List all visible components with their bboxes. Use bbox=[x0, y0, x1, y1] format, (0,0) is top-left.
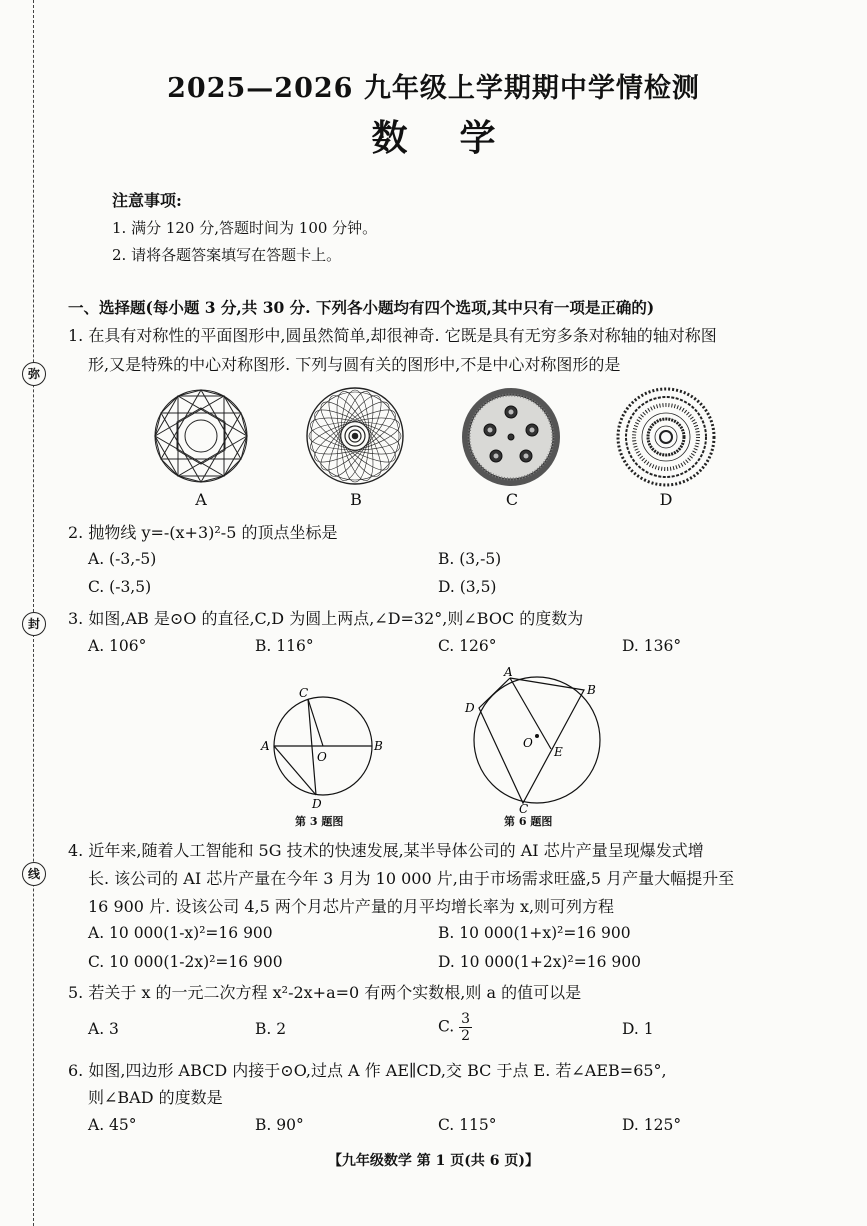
fig3-label-d: D bbox=[312, 797, 322, 811]
fraction-three-halves bbox=[459, 1011, 472, 1044]
question-2-stem: 2. 抛物线 y=-(x+3)²-5 的顶点坐标是 bbox=[68, 523, 338, 542]
question-2-option-b: B. (3,-5) bbox=[438, 550, 502, 568]
fig6-label-e: E bbox=[554, 745, 563, 759]
question-4-line-2: 长. 该公司的 AI 芯片产量在今年 3 月为 10 000 片,由于市场需求旺盛,5 月产量大幅提升至 bbox=[88, 869, 735, 888]
subject-title: 数学 bbox=[371, 117, 548, 159]
question-4-line-3: 16 900 片. 设该公司 4,5 两个月芯片产量的月平均增长率为 x,则可列方程 bbox=[88, 897, 615, 916]
question-5-option-c-label: C. bbox=[438, 1017, 455, 1036]
figure-label-b: B bbox=[350, 490, 362, 509]
question-6-line-1: 6. 如图,四边形 ABCD 内接于⊙O,过点 A 作 AE∥CD,交 BC 于点 E. 若∠AEB=65°, bbox=[68, 1061, 667, 1080]
binding-mark-mi: 弥 bbox=[22, 362, 46, 386]
question-2-option-c: C. (-3,5) bbox=[88, 578, 152, 596]
question-3-option-d: D. 136° bbox=[622, 637, 682, 655]
question-3-stem: 3. 如图,AB 是⊙O 的直径,C,D 为圆上两点,∠D=32°,则∠BOC 的度数为 bbox=[68, 609, 584, 628]
fig6-label-c: C bbox=[519, 802, 529, 813]
question-5-option-d: D. 1 bbox=[622, 1020, 654, 1038]
question-3-option-c: C. 126° bbox=[438, 637, 497, 655]
question-3-option-b: B. 116° bbox=[255, 637, 314, 655]
figure-option-c-circle-with-holes bbox=[460, 386, 562, 488]
question-5-option-c bbox=[438, 1011, 472, 1044]
notice-item: 1. 满分 120 分,答题时间为 100 分钟。 bbox=[112, 219, 378, 237]
figure-label-c: C bbox=[505, 490, 519, 509]
fig3-label-a: A bbox=[261, 739, 270, 753]
fig6-label-b: B bbox=[587, 683, 596, 697]
notice-item: 2. 请将各题答案填写在答题卡上。 bbox=[112, 246, 342, 264]
question-5-option-a: A. 3 bbox=[88, 1020, 119, 1038]
question-4-option-a: A. 10 000(1-x)²=16 900 bbox=[88, 924, 273, 942]
figure-label-a: A bbox=[195, 490, 207, 509]
figure-3-caption: 第 3 题图 bbox=[295, 815, 344, 828]
question-6-line-2: 则∠BAD 的度数是 bbox=[88, 1088, 223, 1107]
fig6-label-d: D bbox=[465, 701, 475, 715]
page-footer: 【九年级数学 第 1 页(共 6 页)】 bbox=[327, 1153, 540, 1169]
exam-title: 2025—2026 九年级上学期期中学情检测 bbox=[167, 73, 700, 104]
binding-mark-xian: 线 bbox=[22, 862, 46, 886]
question-6-option-a: A. 45° bbox=[88, 1116, 137, 1134]
fraction-numerator: 3 bbox=[461, 1011, 471, 1027]
question-4-option-b: B. 10 000(1+x)²=16 900 bbox=[438, 924, 631, 942]
fig6-label-a: A bbox=[504, 665, 513, 679]
question-3-option-a: A. 106° bbox=[88, 637, 147, 655]
notice-heading: 注意事项: bbox=[112, 191, 182, 210]
figure-6-caption: 第 6 题图 bbox=[504, 815, 553, 828]
section-heading: 一、选择题(每小题 3 分,共 30 分. 下列各小题均有四个选项,其中只有一项是正确的) bbox=[68, 298, 655, 317]
binding-mark-feng: 封 bbox=[22, 612, 46, 636]
figure-question-3-circle bbox=[258, 686, 388, 812]
question-6-option-c: C. 115° bbox=[438, 1116, 497, 1134]
fig6-label-o: O bbox=[523, 736, 533, 750]
figure-option-a-star-pattern bbox=[148, 388, 254, 484]
figure-option-b-spiral-pattern bbox=[305, 386, 405, 486]
fraction-denominator: 2 bbox=[461, 1028, 471, 1044]
question-4-line-1: 4. 近年来,随着人工智能和 5G 技术的快速发展,某半导体公司的 AI 芯片产量呈现爆发式增 bbox=[68, 841, 704, 860]
figure-label-d: D bbox=[659, 490, 673, 509]
question-6-option-b: B. 90° bbox=[255, 1116, 304, 1134]
fig3-label-b: B bbox=[374, 739, 383, 753]
question-1-line-2: 形,又是特殊的中心对称图形. 下列与圆有关的图形中,不是中心对称图形的是 bbox=[88, 355, 621, 374]
fig3-label-c: C bbox=[299, 686, 309, 700]
question-1-line-1: 1. 在具有对称性的平面图形中,圆虽然简单,却很神奇. 它既是具有无穷多条对称轴的轴对称图 bbox=[68, 326, 717, 345]
figure-question-6-circle bbox=[462, 665, 612, 813]
question-4-option-d: D. 10 000(1+2x)²=16 900 bbox=[438, 953, 641, 971]
question-2-option-a: A. (-3,-5) bbox=[88, 550, 157, 568]
question-6-option-d: D. 125° bbox=[622, 1116, 682, 1134]
fig3-label-o: O bbox=[317, 750, 327, 764]
question-2-option-d: D. (3,5) bbox=[438, 578, 497, 596]
question-4-option-c: C. 10 000(1-2x)²=16 900 bbox=[88, 953, 283, 971]
figure-option-d-mandala-pattern bbox=[613, 384, 719, 490]
question-5-stem: 5. 若关于 x 的一元二次方程 x²-2x+a=0 有两个实数根,则 a 的值可以是 bbox=[68, 983, 582, 1002]
question-5-option-b: B. 2 bbox=[255, 1020, 287, 1038]
